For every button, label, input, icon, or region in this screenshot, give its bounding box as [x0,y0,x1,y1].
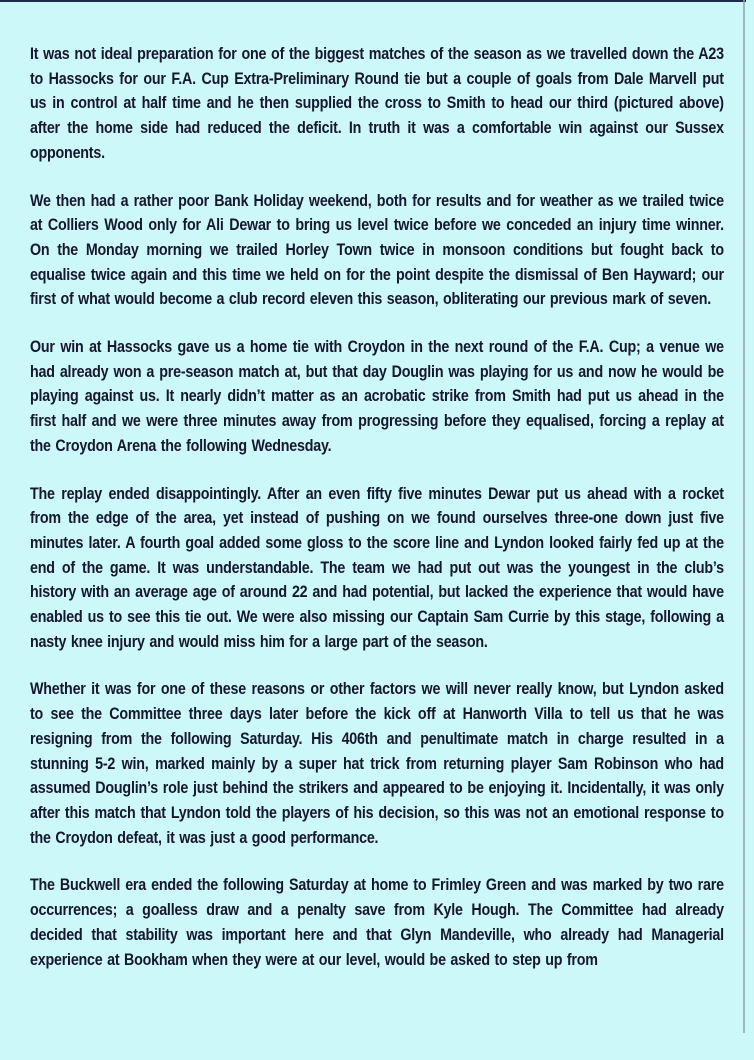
paragraph-1: It was not ideal preparation for one of the biggest matches of the season as we travelled down the A23 to Hassocks for our F.A. Cup Extra-Preliminary Round tie but a couple of goals from Dale Marvell put us in control at half time and he then supplied the cross to Smith to head our third (pictured above) after the home side had reduced the deficit. In truth it was a comfortable win against our Sussex opponents. [30,44,724,162]
article-body [30,42,724,995]
paragraph-5: Whether it was for one of these reasons or other factors we will never really know, but Lyndon asked to see the Committee three days later before the kick off at Hanworth Villa to tell us that he was resigning from the following Saturday. His 406th and penultimate match in charge resulted in a stunning 5-2 win, marked mainly by a super hat trick from returning player Sam Robinson who had assumed Douglin’s role just behind the strikers and appeared to be enjoying it. Incidentally, it was only after this match that Lyndon told the players of his decision, so this was not an emotional response to the Croydon defeat, it was just a good performance. [30,679,724,847]
paragraph-6: The Buckwell era ended the following Saturday at home to Frimley Green and was marked by two rare occurrences; a goalless draw and a penalty save from Kyle Hough. The Committee had already decided that stability was important here and that Glyn Mandeville, who already had Managerial experience at Bookham when they were at our level, would be asked to step up from [30,875,724,969]
right-edge-rule [743,0,745,1033]
paragraph-2: We then had a rather poor Bank Holiday weekend, both for results and for weather as we trailed twice at Colliers Wood only for Ali Dewar to bring us level twice before we conceded an injury time winner. On the Monday morning we trailed Horley Town twice in monsoon conditions but fought back to equalise twice again and this time we held on for the point despite the dismissal of Ben Hayward; our first of what would become a club record eleven this season, obliterating our previous mark of seven. [30,190,724,309]
top-edge-rule [0,0,746,2]
paragraph-3: Our win at Hassocks gave us a home tie with Croydon in the next round of the F.A. Cup; a venue we had already won a pre-season match at, but that day Douglin was playing for us and now he would be playing against us. It nearly didn’t matter as an acrobatic strike from Smith had put us ahead in the first half and we were three minutes away from progressing before they equalised, forcing a replay at the Croydon Arena the following Wednesday. [30,337,724,455]
paragraph-4: The replay ended disappointingly. After an even fifty five minutes Dewar put us ahead with a rocket from the edge of the area, yet instead of pushing on we found ourselves three-one down just five minutes later. A fourth goal added some gloss to the score line and Lyndon looked fairly fed up at the end of the game. It was understandable. The team we had put out was the youngest in the club’s history with an average age of around 22 and had potential, but lacked the experience that would have enabled us to see this tie out. We were also missing our Captain Sam Currie by this stage, following a nasty knee injury and would miss him for a large part of the season. [30,483,724,651]
